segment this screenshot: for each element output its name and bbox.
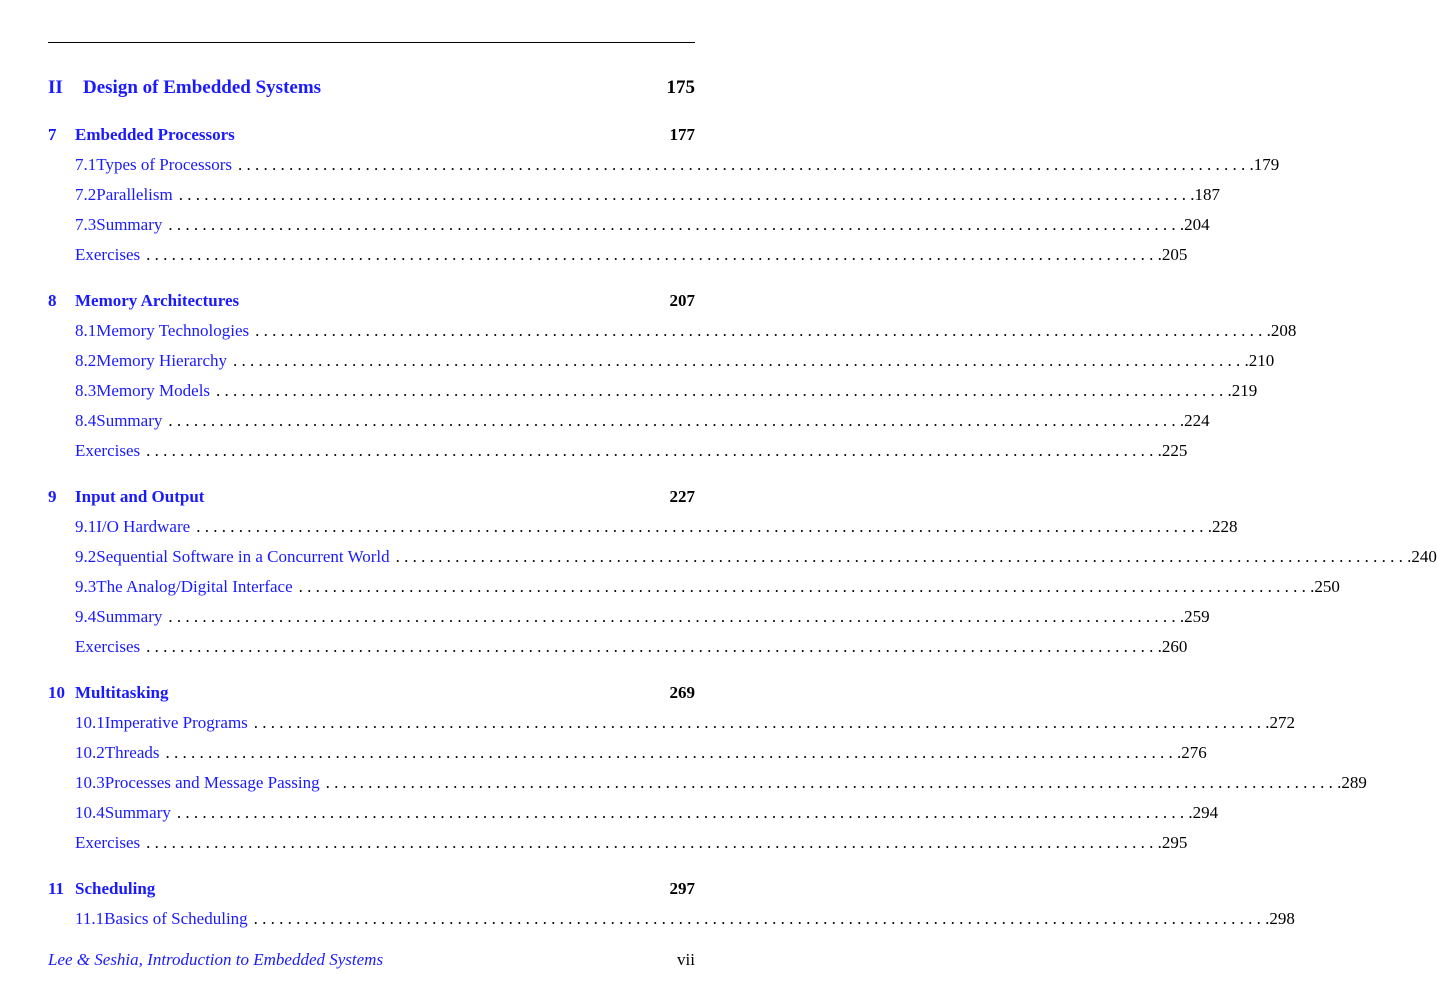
dot-leader: . . . . . . . . . . . . . . . . . . . . . . . . . . . . . . . . . . . . . . . . . . . . . . . . . . . . . . . . . . . . . . . . . . . . . . . . . . . . . . . . . . . . . . . . . . . . . . . . . . . . . . . . . . . . . . . . . . . . . . . .: [325, 773, 1342, 792]
section-number: 9.1: [75, 517, 97, 536]
section-number: 9.2: [75, 547, 97, 566]
chapter-title-link[interactable]: Memory Architectures: [75, 291, 240, 310]
section-page: 205: [1161, 245, 1188, 264]
section-title-link[interactable]: Threads: [104, 743, 160, 762]
section-title-link[interactable]: Parallelism: [96, 185, 173, 204]
chapter-page: 177: [669, 125, 695, 144]
toc-section-entry[interactable]: [48, 150, 1280, 180]
toc-section-entry[interactable]: [48, 904, 1295, 934]
section-page: 219: [1231, 381, 1258, 400]
toc-chapter-entry[interactable]: [48, 678, 695, 708]
section-page: 289: [1341, 773, 1367, 792]
toc-section-entry[interactable]: [48, 436, 1188, 466]
toc-section-entry[interactable]: [48, 632, 1188, 662]
chapter-title-link[interactable]: Multitasking: [75, 683, 169, 702]
toc-chapter-entry[interactable]: [48, 874, 695, 904]
section-number: 9.4: [75, 607, 97, 626]
toc-section-entry[interactable]: [48, 602, 1210, 632]
section-number: 9.3: [75, 577, 97, 596]
section-page: 210: [1248, 351, 1275, 370]
section-page: 208: [1270, 321, 1297, 340]
toc-section-entry[interactable]: [48, 346, 1275, 376]
section-page: 187: [1194, 185, 1220, 204]
part-number: II: [48, 77, 63, 98]
toc-section-entry[interactable]: [48, 240, 1188, 270]
section-title-link[interactable]: Exercises: [75, 245, 141, 264]
part-title[interactable]: Design of Embedded Systems: [83, 77, 322, 98]
section-title-link[interactable]: Sequential Software in a Concurrent World: [96, 547, 390, 566]
dot-leader: . . . . . . . . . . . . . . . . . . . . . . . . . . . . . . . . . . . . . . . . . . . . . . . . . . . . . . . . . . . . . . . . . . . . . . . . . . . . . . . . . . . . . . . . . . . . . . . . . . . . . . . . . . . . . . . . . . . . . . . .: [146, 637, 1162, 656]
toc-chapter-entry[interactable]: [48, 286, 695, 316]
dot-leader: . . . . . . . . . . . . . . . . . . . . . . . . . . . . . . . . . . . . . . . . . . . . . . . . . . . . . . . . . . . . . . . . . . . . . . . . . . . . . . . . . . . . . . . . . . . . . . . . . . . . . . . . . . . . . . . . . . . . . . . .: [233, 351, 1249, 370]
dot-leader: . . . . . . . . . . . . . . . . . . . . . . . . . . . . . . . . . . . . . . . . . . . . . . . . . . . . . . . . . . . . . . . . . . . . . . . . . . . . . . . . . . . . . . . . . . . . . . . . . . . . . . . . . . . . . . . . . . . . . . . .: [253, 713, 1270, 732]
section-title-link[interactable]: Summary: [96, 411, 163, 430]
chapter-number: 11: [48, 879, 65, 898]
dot-leader: . . . . . . . . . . . . . . . . . . . . . . . . . . . . . . . . . . . . . . . . . . . . . . . . . . . . . . . . . . . . . . . . . . . . . . . . . . . . . . . . . . . . . . . . . . . . . . . . . . . . . . . . . . . . . . . . . . . . . . . .: [178, 185, 1195, 204]
dot-leader: . . . . . . . . . . . . . . . . . . . . . . . . . . . . . . . . . . . . . . . . . . . . . . . . . . . . . . . . . . . . . . . . . . . . . . . . . . . . . . . . . . . . . . . . . . . . . . . . . . . . . . . . . . . . . . . . . . . . . . . .: [196, 517, 1212, 536]
section-page: 179: [1253, 155, 1280, 174]
chapter-title-link[interactable]: Input and Output: [75, 487, 205, 506]
chapter-page: 207: [669, 291, 695, 310]
section-page: 276: [1181, 743, 1207, 762]
dot-leader: . . . . . . . . . . . . . . . . . . . . . . . . . . . . . . . . . . . . . . . . . . . . . . . . . . . . . . . . . . . . . . . . . . . . . . . . . . . . . . . . . . . . . . . . . . . . . . . . . . . . . . . . . . . . . . . . . . . . . . . .: [298, 577, 1315, 596]
section-number: 8.4: [75, 411, 97, 430]
section-title-link[interactable]: Exercises: [75, 637, 141, 656]
section-page: 225: [1161, 441, 1188, 460]
toc-section-entry[interactable]: [48, 738, 1207, 768]
section-title-link[interactable]: Basics of Scheduling: [104, 909, 248, 928]
toc-section-entry[interactable]: [48, 512, 1238, 542]
toc-section-entry[interactable]: [48, 828, 1188, 858]
dot-leader: . . . . . . . . . . . . . . . . . . . . . . . . . . . . . . . . . . . . . . . . . . . . . . . . . . . . . . . . . . . . . . . . . . . . . . . . . . . . . . . . . . . . . . . . . . . . . . . . . . . . . . . . . . . . . . . . . . . . . . . .: [255, 321, 1271, 340]
dot-leader: . . . . . . . . . . . . . . . . . . . . . . . . . . . . . . . . . . . . . . . . . . . . . . . . . . . . . . . . . . . . . . . . . . . . . . . . . . . . . . . . . . . . . . . . . . . . . . . . . . . . . . . . . . . . . . . . . . . . . . . .: [237, 155, 1254, 174]
toc-section-entry[interactable]: [48, 708, 1296, 738]
section-page: 250: [1314, 577, 1340, 596]
page-footer: [48, 950, 695, 970]
dot-leader: . . . . . . . . . . . . . . . . . . . . . . . . . . . . . . . . . . . . . . . . . . . . . . . . . . . . . . . . . . . . . . . . . . . . . . . . . . . . . . . . . . . . . . . . . . . . . . . . . . . . . . . . . . . . . . . . . . . . . . . .: [146, 245, 1162, 264]
section-number: 7.2: [75, 185, 97, 204]
toc-section-entry[interactable]: [48, 210, 1210, 240]
dot-leader: . . . . . . . . . . . . . . . . . . . . . . . . . . . . . . . . . . . . . . . . . . . . . . . . . . . . . . . . . . . . . . . . . . . . . . . . . . . . . . . . . . . . . . . . . . . . . . . . . . . . . . . . . . . . . . . . . . . . . . . .: [176, 803, 1193, 822]
section-number: 11.1: [75, 909, 105, 928]
section-page: 298: [1269, 909, 1295, 928]
section-page: 228: [1211, 517, 1238, 536]
section-number: 10.2: [75, 743, 105, 762]
section-number: 8.2: [75, 351, 97, 370]
chapter-number: 8: [48, 291, 57, 310]
section-title-link[interactable]: Summary: [96, 215, 163, 234]
table-of-contents: [48, 72, 1437, 934]
chapter-number: 10: [48, 683, 65, 702]
chapter-page: 269: [669, 683, 695, 702]
section-page: 224: [1184, 411, 1210, 430]
toc-section-entry[interactable]: [48, 376, 1258, 406]
dot-leader: . . . . . . . . . . . . . . . . . . . . . . . . . . . . . . . . . . . . . . . . . . . . . . . . . . . . . . . . . . . . . . . . . . . . . . . . . . . . . . . . . . . . . . . . . . . . . . . . . . . . . . . . . . . . . . . . . . . . . . . .: [146, 441, 1162, 460]
section-title-link[interactable]: Imperative Programs: [104, 713, 248, 732]
chapter-number: 7: [48, 125, 57, 144]
chapter-page: 227: [669, 487, 695, 506]
toc-section-entry[interactable]: [48, 768, 1367, 798]
section-page: 295: [1161, 833, 1188, 852]
chapter-title-link[interactable]: Embedded Processors: [75, 125, 235, 144]
section-number: 8.3: [75, 381, 97, 400]
section-number: 7.1: [75, 155, 97, 174]
toc-section-entry[interactable]: [48, 316, 1297, 346]
section-number: 7.3: [75, 215, 97, 234]
section-number: 10.4: [75, 803, 105, 822]
toc-section-entry[interactable]: [48, 542, 1437, 572]
section-title-link[interactable]: Summary: [96, 607, 163, 626]
section-title-link[interactable]: Processes and Message Passing: [104, 773, 320, 792]
section-title-link[interactable]: Memory Hierarchy: [96, 351, 228, 370]
toc-section-entry[interactable]: [48, 572, 1340, 602]
section-number: 8.1: [75, 321, 97, 340]
section-title-link[interactable]: Exercises: [75, 833, 141, 852]
part-page: 175: [666, 77, 695, 98]
toc-chapter-entry[interactable]: [48, 482, 695, 512]
section-title-link[interactable]: Summary: [104, 803, 171, 822]
section-page: 204: [1184, 215, 1210, 234]
toc-section-entry[interactable]: [48, 180, 1220, 210]
section-page: 260: [1161, 637, 1188, 656]
footer-page-number: vii: [677, 950, 695, 969]
header-rule: [48, 42, 695, 43]
chapter-page: 297: [669, 879, 695, 898]
dot-leader: . . . . . . . . . . . . . . . . . . . . . . . . . . . . . . . . . . . . . . . . . . . . . . . . . . . . . . . . . . . . . . . . . . . . . . . . . . . . . . . . . . . . . . . . . . . . . . . . . . . . . . . . . . . . . . . . . . . . . . . .: [216, 381, 1232, 400]
dot-leader: . . . . . . . . . . . . . . . . . . . . . . . . . . . . . . . . . . . . . . . . . . . . . . . . . . . . . . . . . . . . . . . . . . . . . . . . . . . . . . . . . . . . . . . . . . . . . . . . . . . . . . . . . . . . . . . . . . . . . . . .: [146, 833, 1162, 852]
toc-chapter-entry[interactable]: [48, 120, 695, 150]
section-page: 240: [1411, 547, 1437, 566]
dot-leader: . . . . . . . . . . . . . . . . . . . . . . . . . . . . . . . . . . . . . . . . . . . . . . . . . . . . . . . . . . . . . . . . . . . . . . . . . . . . . . . . . . . . . . . . . . . . . . . . . . . . . . . . . . . . . . . . . . . . . . . .: [253, 909, 1270, 928]
section-number: 10.1: [75, 713, 105, 732]
section-title-link[interactable]: I/O Hardware: [96, 517, 191, 536]
toc-section-entry[interactable]: [48, 798, 1219, 828]
section-title-link[interactable]: The Analog/Digital Interface: [96, 577, 293, 596]
section-page: 259: [1184, 607, 1210, 626]
dot-leader: . . . . . . . . . . . . . . . . . . . . . . . . . . . . . . . . . . . . . . . . . . . . . . . . . . . . . . . . . . . . . . . . . . . . . . . . . . . . . . . . . . . . . . . . . . . . . . . . . . . . . . . . . . . . . . . . . . . . . . . .: [395, 547, 1412, 566]
section-page: 272: [1269, 713, 1296, 732]
section-title-link[interactable]: Memory Models: [96, 381, 211, 400]
dot-leader: . . . . . . . . . . . . . . . . . . . . . . . . . . . . . . . . . . . . . . . . . . . . . . . . . . . . . . . . . . . . . . . . . . . . . . . . . . . . . . . . . . . . . . . . . . . . . . . . . . . . . . . . . . . . . . . . . . . . . . . .: [168, 607, 1185, 626]
chapter-title-link[interactable]: Scheduling: [75, 879, 156, 898]
toc-part-entry[interactable]: [48, 72, 695, 104]
section-title-link[interactable]: Memory Technologies: [96, 321, 250, 340]
dot-leader: . . . . . . . . . . . . . . . . . . . . . . . . . . . . . . . . . . . . . . . . . . . . . . . . . . . . . . . . . . . . . . . . . . . . . . . . . . . . . . . . . . . . . . . . . . . . . . . . . . . . . . . . . . . . . . . . . . . . . . . .: [168, 411, 1185, 430]
dot-leader: . . . . . . . . . . . . . . . . . . . . . . . . . . . . . . . . . . . . . . . . . . . . . . . . . . . . . . . . . . . . . . . . . . . . . . . . . . . . . . . . . . . . . . . . . . . . . . . . . . . . . . . . . . . . . . . . . . . . . . . .: [168, 215, 1185, 234]
toc-section-entry[interactable]: [48, 406, 1210, 436]
footer-reference: Lee & Seshia, Introduction to Embedded Systems: [48, 950, 384, 969]
section-page: 294: [1192, 803, 1219, 822]
chapter-number: 9: [48, 487, 57, 506]
section-title-link[interactable]: Types of Processors: [96, 155, 232, 174]
dot-leader: . . . . . . . . . . . . . . . . . . . . . . . . . . . . . . . . . . . . . . . . . . . . . . . . . . . . . . . . . . . . . . . . . . . . . . . . . . . . . . . . . . . . . . . . . . . . . . . . . . . . . . . . . . . . . . . . . . . . . . . .: [165, 743, 1182, 762]
section-number: 10.3: [75, 773, 105, 792]
section-title-link[interactable]: Exercises: [75, 441, 141, 460]
